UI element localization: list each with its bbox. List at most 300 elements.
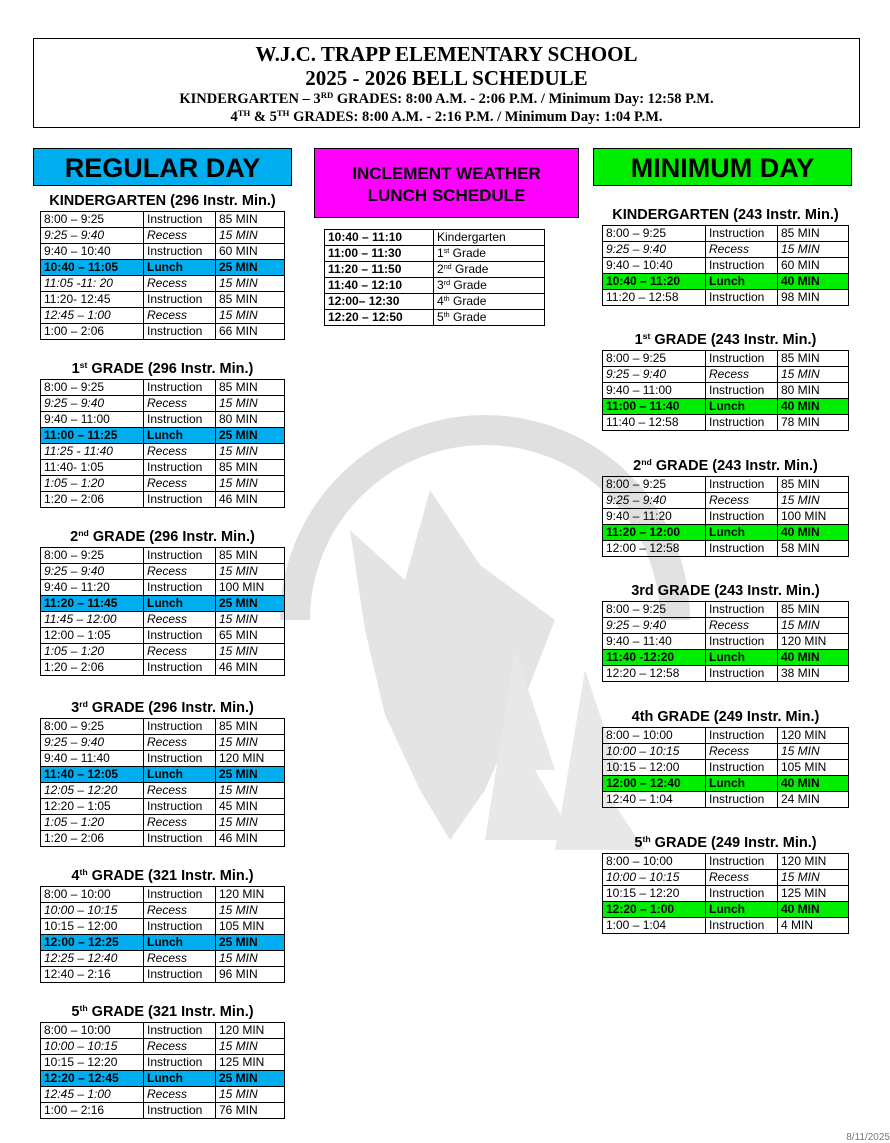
minutes-cell: 85 MIN xyxy=(778,477,849,493)
table-row xyxy=(603,886,849,902)
activity-cell: Recess xyxy=(144,815,216,831)
time-cell: 1:05 – 1:20 xyxy=(41,644,144,660)
minutes-cell: 25 MIN xyxy=(216,1071,285,1087)
table-row xyxy=(603,618,849,634)
table-row xyxy=(41,324,285,340)
activity-cell: Instruction xyxy=(706,634,778,650)
activity-cell: Recess xyxy=(144,951,216,967)
time-cell: 9:25 – 9:40 xyxy=(41,396,144,412)
time-cell: 12:20 – 12:50 xyxy=(325,310,434,326)
minutes-cell: 85 MIN xyxy=(216,719,285,735)
table-row xyxy=(325,278,545,294)
grade-cell: Kindergarten xyxy=(434,230,545,246)
time-cell: 12:45 – 1:00 xyxy=(41,308,144,324)
time-cell: 11:05 -11: 20 xyxy=(41,276,144,292)
time-cell: 10:00 – 10:15 xyxy=(41,903,144,919)
activity-cell: Instruction xyxy=(144,887,216,903)
minimum-grade-block xyxy=(602,708,849,808)
grade-cell: 2nd Grade xyxy=(434,262,545,278)
minimum-day-banner: MINIMUM DAY xyxy=(593,148,852,186)
minimum-grade-block xyxy=(602,457,849,557)
minutes-cell: 15 MIN xyxy=(216,228,285,244)
time-cell: 8:00 – 9:25 xyxy=(603,477,706,493)
minutes-cell: 46 MIN xyxy=(216,831,285,847)
activity-cell: Instruction xyxy=(144,719,216,735)
schedule-header xyxy=(33,38,860,128)
activity-cell: Instruction xyxy=(706,541,778,557)
minutes-cell: 85 MIN xyxy=(216,380,285,396)
minutes-cell: 120 MIN xyxy=(778,854,849,870)
activity-cell: Instruction xyxy=(706,226,778,242)
time-cell: 12:00– 12:30 xyxy=(325,294,434,310)
minutes-cell: 25 MIN xyxy=(216,935,285,951)
inclement-weather-banner: INCLEMENT WEATHER LUNCH SCHEDULE xyxy=(314,148,579,218)
table-row xyxy=(41,596,285,612)
k3-hours: KINDERGARTEN – 3RD GRADES: 8:00 A.M. - 2:06 P.M. / Minimum Day: 12:58 P.M. xyxy=(179,90,714,107)
activity-cell: Lunch xyxy=(706,525,778,541)
time-cell: 1:05 – 1:20 xyxy=(41,815,144,831)
minutes-cell: 25 MIN xyxy=(216,767,285,783)
activity-cell: Recess xyxy=(144,1087,216,1103)
table-row xyxy=(41,767,285,783)
activity-cell: Instruction xyxy=(144,548,216,564)
minutes-cell: 60 MIN xyxy=(216,244,285,260)
schedule-table xyxy=(40,547,285,676)
activity-cell: Recess xyxy=(144,444,216,460)
minutes-cell: 15 MIN xyxy=(216,396,285,412)
time-cell: 8:00 – 10:00 xyxy=(603,854,706,870)
activity-cell: Instruction xyxy=(706,415,778,431)
minutes-cell: 80 MIN xyxy=(216,412,285,428)
table-row xyxy=(41,815,285,831)
minutes-cell: 85 MIN xyxy=(778,351,849,367)
time-cell: 11:00 – 11:30 xyxy=(325,246,434,262)
minutes-cell: 85 MIN xyxy=(216,292,285,308)
activity-cell: Recess xyxy=(144,308,216,324)
schedule-table xyxy=(602,350,849,431)
table-row xyxy=(603,602,849,618)
table-row xyxy=(41,735,285,751)
table-row xyxy=(41,1103,285,1119)
activity-cell: Instruction xyxy=(706,258,778,274)
table-row xyxy=(603,399,849,415)
grade-title: KINDERGARTEN (243 Instr. Min.) xyxy=(612,207,839,223)
table-row xyxy=(41,660,285,676)
minutes-cell: 15 MIN xyxy=(216,735,285,751)
grade-title: 2nd GRADE (296 Instr. Min.) xyxy=(70,528,255,545)
table-row xyxy=(41,396,285,412)
time-cell: 1:00 – 2:06 xyxy=(41,324,144,340)
activity-cell: Instruction xyxy=(144,831,216,847)
activity-cell: Recess xyxy=(144,1039,216,1055)
activity-cell: Recess xyxy=(706,870,778,886)
activity-cell: Instruction xyxy=(144,1103,216,1119)
schedule-table xyxy=(602,476,849,557)
table-row xyxy=(325,230,545,246)
grade-cell: 5th Grade xyxy=(434,310,545,326)
activity-cell: Instruction xyxy=(144,412,216,428)
activity-cell: Recess xyxy=(706,744,778,760)
minutes-cell: 15 MIN xyxy=(778,493,849,509)
time-cell: 10:15 – 12:20 xyxy=(603,886,706,902)
g45-hours: 4TH & 5TH GRADES: 8:00 A.M. - 2:16 P.M. / Minimum Day: 1:04 P.M. xyxy=(230,108,663,125)
minutes-cell: 38 MIN xyxy=(778,666,849,682)
activity-cell: Recess xyxy=(144,903,216,919)
table-row xyxy=(41,548,285,564)
time-cell: 1:20 – 2:06 xyxy=(41,492,144,508)
minutes-cell: 4 MIN xyxy=(778,918,849,934)
time-cell: 10:40 – 11:10 xyxy=(325,230,434,246)
grade-title: 3rd GRADE (296 Instr. Min.) xyxy=(71,699,254,716)
table-row xyxy=(41,492,285,508)
table-row xyxy=(41,444,285,460)
grade-title: 5th GRADE (321 Instr. Min.) xyxy=(71,1003,254,1020)
minimum-grade-block xyxy=(602,206,849,306)
activity-cell: Recess xyxy=(144,612,216,628)
table-row xyxy=(603,634,849,650)
time-cell: 11:20 – 11:50 xyxy=(325,262,434,278)
time-cell: 8:00 – 9:25 xyxy=(603,602,706,618)
schedule-table xyxy=(40,211,285,340)
activity-cell: Instruction xyxy=(706,854,778,870)
time-cell: 8:00 – 9:25 xyxy=(603,351,706,367)
activity-cell: Instruction xyxy=(144,751,216,767)
table-row xyxy=(325,262,545,278)
minutes-cell: 15 MIN xyxy=(778,367,849,383)
table-row xyxy=(41,1055,285,1071)
time-cell: 12:45 – 1:00 xyxy=(41,1087,144,1103)
table-row xyxy=(41,612,285,628)
time-cell: 9:25 – 9:40 xyxy=(41,228,144,244)
table-row xyxy=(41,831,285,847)
activity-cell: Lunch xyxy=(706,274,778,290)
minutes-cell: 58 MIN xyxy=(778,541,849,557)
time-cell: 10:40 – 11:20 xyxy=(603,274,706,290)
time-cell: 11:40 – 12:05 xyxy=(41,767,144,783)
table-row xyxy=(41,1087,285,1103)
time-cell: 11:00 – 11:40 xyxy=(603,399,706,415)
table-row xyxy=(41,244,285,260)
time-cell: 12:00 – 1:05 xyxy=(41,628,144,644)
minutes-cell: 66 MIN xyxy=(216,324,285,340)
minutes-cell: 85 MIN xyxy=(216,212,285,228)
activity-cell: Instruction xyxy=(706,477,778,493)
time-cell: 9:25 – 9:40 xyxy=(603,367,706,383)
schedule-table xyxy=(602,601,849,682)
minutes-cell: 15 MIN xyxy=(216,476,285,492)
time-cell: 11:40- 1:05 xyxy=(41,460,144,476)
time-cell: 12:40 – 1:04 xyxy=(603,792,706,808)
table-row xyxy=(603,367,849,383)
table-row xyxy=(603,854,849,870)
grade-cell: 4th Grade xyxy=(434,294,545,310)
grade-cell: 1st Grade xyxy=(434,246,545,262)
minutes-cell: 15 MIN xyxy=(778,618,849,634)
activity-cell: Recess xyxy=(144,735,216,751)
table-row xyxy=(41,292,285,308)
table-row xyxy=(41,799,285,815)
minutes-cell: 78 MIN xyxy=(778,415,849,431)
table-row xyxy=(603,493,849,509)
activity-cell: Recess xyxy=(144,564,216,580)
footer-date: 8/11/2025 xyxy=(846,1132,890,1143)
activity-cell: Lunch xyxy=(144,260,216,276)
minutes-cell: 15 MIN xyxy=(216,783,285,799)
time-cell: 12:20 – 1:05 xyxy=(41,799,144,815)
minutes-cell: 24 MIN xyxy=(778,792,849,808)
time-cell: 12:40 – 2:16 xyxy=(41,967,144,983)
time-cell: 10:00 – 10:15 xyxy=(41,1039,144,1055)
minutes-cell: 15 MIN xyxy=(778,870,849,886)
minutes-cell: 15 MIN xyxy=(216,276,285,292)
minutes-cell: 120 MIN xyxy=(778,728,849,744)
time-cell: 8:00 – 9:25 xyxy=(41,719,144,735)
activity-cell: Recess xyxy=(144,396,216,412)
minutes-cell: 15 MIN xyxy=(216,903,285,919)
activity-cell: Instruction xyxy=(144,380,216,396)
activity-cell: Instruction xyxy=(706,666,778,682)
table-row xyxy=(603,525,849,541)
table-row xyxy=(603,541,849,557)
table-row xyxy=(603,226,849,242)
activity-cell: Recess xyxy=(144,644,216,660)
grade-title: 4th GRADE (249 Instr. Min.) xyxy=(631,709,820,725)
minutes-cell: 15 MIN xyxy=(216,644,285,660)
grade-title: 3rd GRADE (243 Instr. Min.) xyxy=(631,583,820,599)
minutes-cell: 85 MIN xyxy=(778,226,849,242)
table-row xyxy=(41,887,285,903)
regular-grade-block xyxy=(40,699,285,847)
time-cell: 12:20 – 12:58 xyxy=(603,666,706,682)
activity-cell: Instruction xyxy=(706,728,778,744)
minimum-grade-block xyxy=(602,331,849,431)
table-row xyxy=(41,564,285,580)
regular-grade-block xyxy=(40,192,285,340)
activity-cell: Instruction xyxy=(144,244,216,260)
table-row xyxy=(41,1071,285,1087)
time-cell: 10:00 – 10:15 xyxy=(603,870,706,886)
schedule-table xyxy=(40,718,285,847)
time-cell: 10:00 – 10:15 xyxy=(603,744,706,760)
time-cell: 9:40 – 11:20 xyxy=(603,509,706,525)
activity-cell: Lunch xyxy=(706,902,778,918)
schedule-title: 2025 - 2026 BELL SCHEDULE xyxy=(305,66,588,90)
time-cell: 11:00 – 11:25 xyxy=(41,428,144,444)
time-cell: 1:00 – 1:04 xyxy=(603,918,706,934)
activity-cell: Instruction xyxy=(144,919,216,935)
minutes-cell: 120 MIN xyxy=(778,634,849,650)
table-row xyxy=(41,783,285,799)
minutes-cell: 15 MIN xyxy=(216,308,285,324)
time-cell: 8:00 – 9:25 xyxy=(41,548,144,564)
time-cell: 11:40 – 12:58 xyxy=(603,415,706,431)
table-row xyxy=(603,242,849,258)
time-cell: 9:25 – 9:40 xyxy=(41,564,144,580)
activity-cell: Instruction xyxy=(706,290,778,306)
time-cell: 8:00 – 10:00 xyxy=(41,887,144,903)
table-row xyxy=(325,246,545,262)
table-row xyxy=(603,744,849,760)
table-row xyxy=(603,290,849,306)
time-cell: 12:00 – 12:25 xyxy=(41,935,144,951)
activity-cell: Lunch xyxy=(144,596,216,612)
table-row xyxy=(41,428,285,444)
table-row xyxy=(41,935,285,951)
minutes-cell: 76 MIN xyxy=(216,1103,285,1119)
activity-cell: Instruction xyxy=(706,792,778,808)
minutes-cell: 40 MIN xyxy=(778,525,849,541)
activity-cell: Recess xyxy=(144,276,216,292)
grade-cell: 3rd Grade xyxy=(434,278,545,294)
minutes-cell: 105 MIN xyxy=(778,760,849,776)
regular-grade-block xyxy=(40,528,285,676)
activity-cell: Recess xyxy=(144,476,216,492)
minutes-cell: 15 MIN xyxy=(216,951,285,967)
minutes-cell: 100 MIN xyxy=(216,580,285,596)
table-row xyxy=(41,951,285,967)
table-row xyxy=(603,760,849,776)
minutes-cell: 60 MIN xyxy=(778,258,849,274)
activity-cell: Instruction xyxy=(706,383,778,399)
table-row xyxy=(41,308,285,324)
schedule-table xyxy=(40,1022,285,1119)
minutes-cell: 15 MIN xyxy=(778,744,849,760)
time-cell: 9:25 – 9:40 xyxy=(603,242,706,258)
table-row xyxy=(41,1023,285,1039)
table-row xyxy=(603,415,849,431)
minutes-cell: 46 MIN xyxy=(216,492,285,508)
time-cell: 9:40 – 11:20 xyxy=(41,580,144,596)
table-row xyxy=(41,644,285,660)
minutes-cell: 85 MIN xyxy=(216,548,285,564)
activity-cell: Instruction xyxy=(706,602,778,618)
minutes-cell: 25 MIN xyxy=(216,260,285,276)
activity-cell: Instruction xyxy=(144,628,216,644)
time-cell: 9:40 – 10:40 xyxy=(41,244,144,260)
minutes-cell: 40 MIN xyxy=(778,274,849,290)
minutes-cell: 15 MIN xyxy=(778,242,849,258)
regular-grade-block xyxy=(40,867,285,983)
minutes-cell: 85 MIN xyxy=(778,602,849,618)
time-cell: 1:00 – 2:16 xyxy=(41,1103,144,1119)
time-cell: 9:40 – 11:40 xyxy=(41,751,144,767)
time-cell: 8:00 – 9:25 xyxy=(603,226,706,242)
table-row xyxy=(603,258,849,274)
activity-cell: Instruction xyxy=(144,660,216,676)
table-row xyxy=(41,260,285,276)
minutes-cell: 25 MIN xyxy=(216,596,285,612)
activity-cell: Instruction xyxy=(144,292,216,308)
time-cell: 11:40 -12:20 xyxy=(603,650,706,666)
grade-title: 1st GRADE (243 Instr. Min.) xyxy=(634,331,817,348)
activity-cell: Instruction xyxy=(144,1055,216,1071)
time-cell: 12:00 – 12:58 xyxy=(603,541,706,557)
table-row xyxy=(41,1039,285,1055)
table-row xyxy=(603,477,849,493)
table-row xyxy=(325,294,545,310)
table-row xyxy=(603,728,849,744)
grade-title: 1st GRADE (296 Instr. Min.) xyxy=(71,360,254,377)
activity-cell: Instruction xyxy=(144,324,216,340)
time-cell: 11:25 - 11:40 xyxy=(41,444,144,460)
minutes-cell: 98 MIN xyxy=(778,290,849,306)
time-cell: 11:40 – 12:10 xyxy=(325,278,434,294)
minutes-cell: 105 MIN xyxy=(216,919,285,935)
activity-cell: Instruction xyxy=(144,799,216,815)
table-row xyxy=(41,919,285,935)
table-row xyxy=(603,666,849,682)
table-row xyxy=(603,351,849,367)
minutes-cell: 40 MIN xyxy=(778,650,849,666)
minutes-cell: 46 MIN xyxy=(216,660,285,676)
activity-cell: Lunch xyxy=(144,935,216,951)
time-cell: 10:40 – 11:05 xyxy=(41,260,144,276)
time-cell: 8:00 – 9:25 xyxy=(41,380,144,396)
time-cell: 8:00 – 9:25 xyxy=(41,212,144,228)
grade-title: 2nd GRADE (243 Instr. Min.) xyxy=(633,457,818,474)
school-name: W.J.C. TRAPP ELEMENTARY SCHOOL xyxy=(255,42,638,66)
time-cell: 11:45 – 12:00 xyxy=(41,612,144,628)
minutes-cell: 15 MIN xyxy=(216,444,285,460)
regular-day-banner: REGULAR DAY xyxy=(33,148,292,186)
table-row xyxy=(41,580,285,596)
time-cell: 1:05 – 1:20 xyxy=(41,476,144,492)
minutes-cell: 120 MIN xyxy=(216,887,285,903)
table-row xyxy=(603,776,849,792)
time-cell: 12:05 – 12:20 xyxy=(41,783,144,799)
activity-cell: Lunch xyxy=(706,399,778,415)
activity-cell: Recess xyxy=(706,493,778,509)
minutes-cell: 100 MIN xyxy=(778,509,849,525)
activity-cell: Instruction xyxy=(706,760,778,776)
activity-cell: Instruction xyxy=(144,580,216,596)
activity-cell: Lunch xyxy=(144,428,216,444)
minutes-cell: 25 MIN xyxy=(216,428,285,444)
table-row xyxy=(41,276,285,292)
table-row xyxy=(603,792,849,808)
time-cell: 9:40 – 10:40 xyxy=(603,258,706,274)
table-row xyxy=(41,751,285,767)
minutes-cell: 15 MIN xyxy=(216,1087,285,1103)
time-cell: 10:15 – 12:00 xyxy=(603,760,706,776)
regular-grade-block xyxy=(40,1003,285,1119)
minimum-grade-block xyxy=(602,582,849,682)
activity-cell: Instruction xyxy=(706,351,778,367)
minutes-cell: 15 MIN xyxy=(216,612,285,628)
activity-cell: Instruction xyxy=(706,886,778,902)
schedule-table xyxy=(40,379,285,508)
time-cell: 9:40 – 11:00 xyxy=(41,412,144,428)
activity-cell: Instruction xyxy=(144,1023,216,1039)
time-cell: 9:40 – 11:40 xyxy=(603,634,706,650)
activity-cell: Instruction xyxy=(706,509,778,525)
table-row xyxy=(603,274,849,290)
activity-cell: Recess xyxy=(706,618,778,634)
activity-cell: Recess xyxy=(706,367,778,383)
time-cell: 1:20 – 2:06 xyxy=(41,831,144,847)
minutes-cell: 40 MIN xyxy=(778,902,849,918)
activity-cell: Lunch xyxy=(144,1071,216,1087)
minutes-cell: 40 MIN xyxy=(778,399,849,415)
table-row xyxy=(603,918,849,934)
inclement-lunch-table xyxy=(324,229,545,326)
minutes-cell: 120 MIN xyxy=(216,751,285,767)
activity-cell: Instruction xyxy=(144,967,216,983)
minutes-cell: 15 MIN xyxy=(216,564,285,580)
time-cell: 8:00 – 10:00 xyxy=(41,1023,144,1039)
minutes-cell: 96 MIN xyxy=(216,967,285,983)
activity-cell: Lunch xyxy=(706,650,778,666)
